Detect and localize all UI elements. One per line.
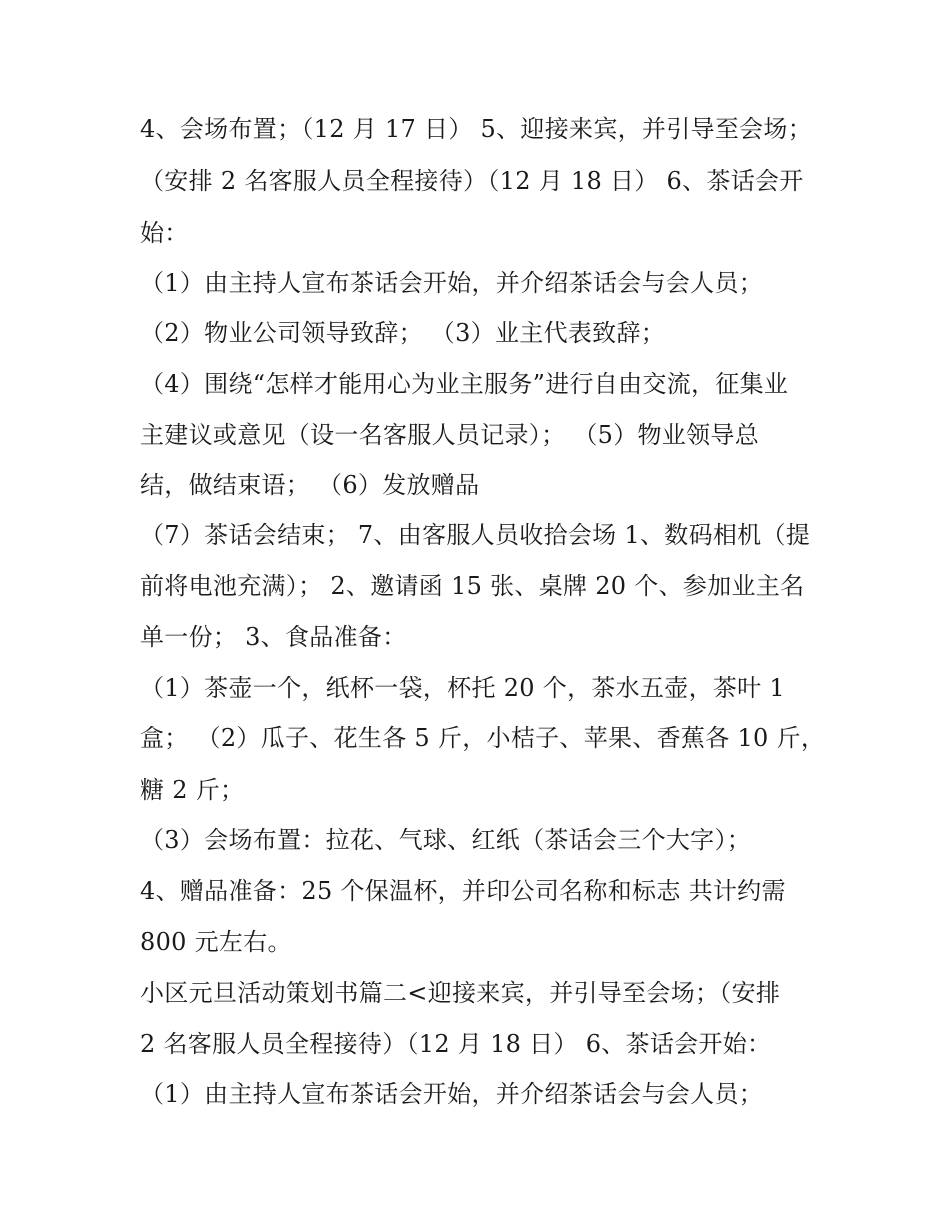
- text-line: （安排 2 名客服人员全程接待）（12 月 18 日） 6、茶话会开: [140, 167, 804, 195]
- text-line: （1）茶壶一个，纸杯一袋，杯托 20 个，茶水五壶，茶叶 1: [140, 674, 785, 702]
- text-line: 4、赠品准备：25 个保温杯，并印公司名称和标志 共计约需: [140, 877, 786, 905]
- text-line: 4、会场布置；（12 月 17 日） 5、迎接来宾，并引导至会场；: [140, 115, 813, 143]
- text-line: （4）围绕“怎样才能用心为业主服务”进行自由交流，征集业: [140, 370, 789, 398]
- text-line: （2）物业公司领导致辞； （3）业主代表致辞；: [140, 319, 666, 347]
- text-line: 主建议或意见（设一名客服人员记录）； （5）物业领导总: [140, 421, 759, 449]
- text-line: 单一份； 3、食品准备：: [140, 623, 407, 651]
- text-line: （1）由主持人宣布茶话会开始，并介绍茶话会与会人员；: [140, 1080, 764, 1108]
- text-line: 2 名客服人员全程接待）（12 月 18 日） 6、茶话会开始：: [140, 1030, 772, 1058]
- text-line: 盒； （2）瓜子、花生各 5 斤，小桔子、苹果、香蕉各 10 斤，: [140, 724, 826, 752]
- text-line: （3）会场布置：拉花、气球、红纸（茶话会三个大字）；: [140, 826, 752, 854]
- text-line: 前将电池充满）； 2、邀请函 15 张、桌牌 20 个、参加业主名: [140, 572, 805, 600]
- text-line: 小区元旦活动策划书篇二<迎接来宾，并引导至会场；（安排: [140, 979, 781, 1007]
- text-line: （1）由主持人宣布茶话会开始，并介绍茶话会与会人员；: [140, 269, 764, 297]
- text-line: 始：: [140, 219, 189, 247]
- text-line: 结，做结束语； （6）发放赠品: [140, 471, 480, 499]
- text-line: 糖 2 斤；: [140, 776, 245, 804]
- text-line: （7）茶话会结束； 7、由客服人员收拾会场 1、数码相机（提: [140, 521, 811, 549]
- text-line: 800 元左右。: [140, 928, 292, 956]
